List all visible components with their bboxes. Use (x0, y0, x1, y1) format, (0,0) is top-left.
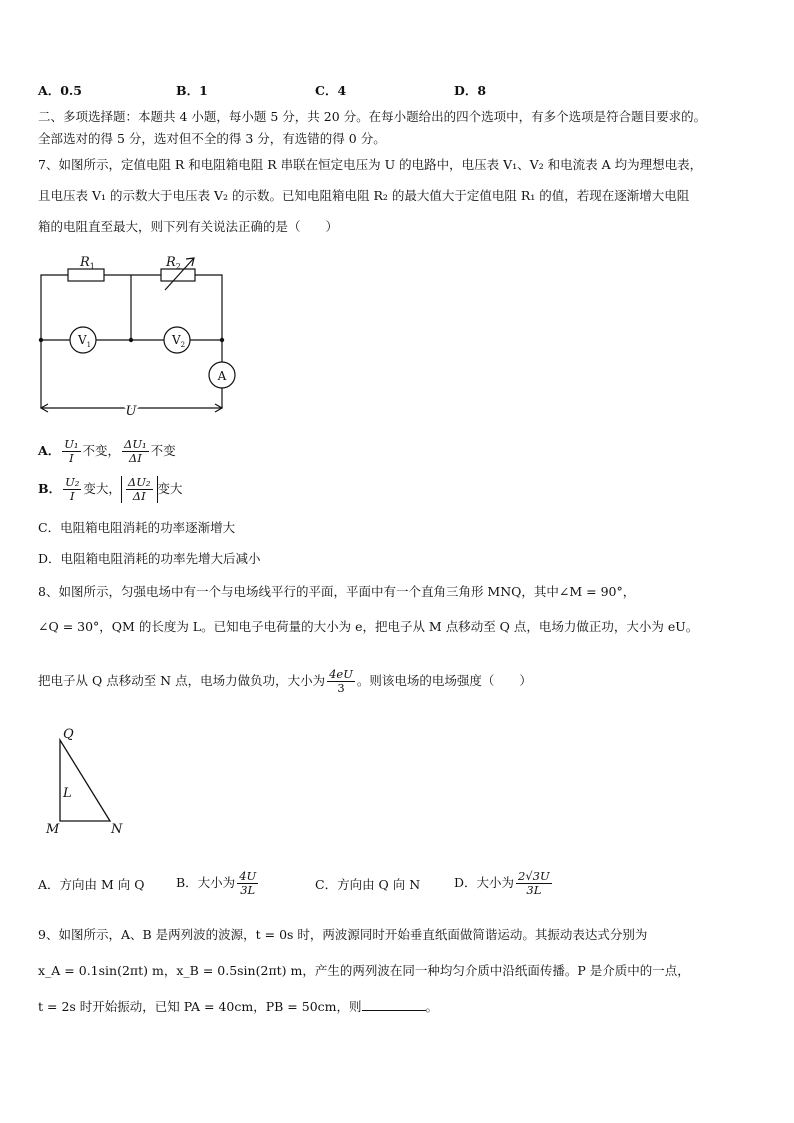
q7-option-c: C．电阻箱电阻消耗的功率逐渐增大 (38, 520, 236, 535)
r2-label: $R_2$ (166, 255, 181, 271)
q8-option-c: C．方向由 Q 向 N (315, 877, 421, 892)
section2-line2: 全部选对的得 5 分，选对但不全的得 3 分，有选错的得 0 分。 (38, 131, 386, 146)
q9-stem-line2: x_A = 0.1sin(2πt) m，x_B = 0.5sin(2πt) m，产生的两列波在同一种均匀介质中沿纸面传播。P 是介质中的一点， (38, 963, 690, 978)
vertex-n-label: N (111, 822, 123, 837)
q7-option-d: D．电阻箱电阻消耗的功率先增大后减小 (38, 551, 261, 566)
triangle-mnq (60, 740, 110, 821)
r1-label: $R_1$ (80, 255, 95, 271)
q7-stem-line3: 箱的电阻直至最大，则下列有关说法正确的是（ ） (38, 219, 339, 234)
q7-option-a: A． $\frac{\text{U₁}}{I}$ 不变， $\frac{\text{ΔU₁}}{\Delta I}$ 不变 (38, 437, 176, 465)
q6-option-d: D．8 (454, 83, 487, 98)
q8-stem-line3: 把电子从 Q 点移动至 N 点，电场力做负功，大小为 $\frac{4eU}{3}$ 。则该电场的电场强度（ ） (38, 667, 532, 695)
q6-option-c: C．4 (315, 83, 347, 98)
q9-stem-line3: t = 2s 时开始振动，已知 PA = 40cm，PB = 50cm，则 。 (38, 999, 439, 1014)
q7-stem-line1: 7、如图所示，定值电阻 R 和电阻箱电阻 R 串联在恒定电压为 U 的电路中，电压表 V₁、V₂ 和电流表 A 均为理想电表， (38, 157, 703, 172)
q8-stem-line2: ∠Q = 30°，QM 的长度为 L。已知电子电荷量的大小为 e，把电子从 M 点移动至 Q 点，电场力做正功，大小为 eU。 (38, 619, 699, 634)
q9-stem-line1: 9、如图所示，A、B 是两列波的波源，t = 0s 时，两波源同时开始垂直纸面做简谐运动。其振动表达式分别为 (38, 927, 648, 942)
q7-option-b: B． $\frac{\text{U₂}}{I}$ 变大， $\frac{\text{ΔU₂}}{\Delta I}$ 变大 (38, 475, 183, 503)
q6-option-a: A．0.5 (38, 83, 82, 98)
ammeter-label: A (217, 369, 227, 383)
q8-option-b: B．大小为 $\frac{4U}{3L}$ (176, 869, 257, 897)
v1-label: $V_1$ (78, 333, 92, 349)
q6-option-b: B．1 (176, 83, 208, 98)
q8-option-a: A．方向由 M 向 Q (38, 877, 145, 892)
q8-option-d: D．大小为 $\frac{2√3U}{3L}$ (454, 869, 550, 897)
v2-label: $V_2$ (172, 333, 186, 349)
q8-stem-line1: 8、如图所示，匀强电场中有一个与电场线平行的平面，平面中有一个直角三角形 MNQ，其中∠M = 90°， (38, 584, 636, 599)
side-l-label: L (63, 786, 72, 801)
voltage-label: U (125, 404, 137, 419)
answer-blank[interactable] (362, 998, 426, 1011)
vertex-q-label: Q (63, 727, 74, 742)
section2-line1: 二、多项选择题：本题共 4 小题，每小题 5 分，共 20 分。在每小题给出的四个选项中，有多个选项是符合题目要求的。 (38, 109, 707, 124)
q7-stem-line2: 且电压表 V₁ 的示数大于电压表 V₂ 的示数。已知电阻箱电阻 R₂ 的最大值大于定值电阻 R₁ 的值，若现在逐渐增大电阻 (38, 188, 690, 203)
vertex-m-label: M (46, 822, 60, 837)
